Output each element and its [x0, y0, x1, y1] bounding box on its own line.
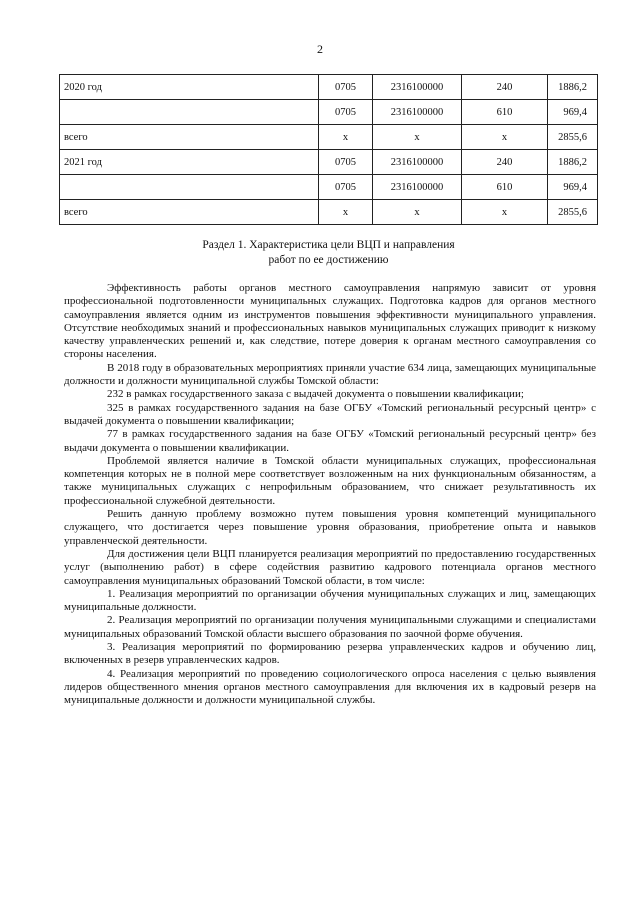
table-cell-target: х — [373, 125, 462, 150]
paragraph: 325 в рамках государственного задания на базе ОГБУ «Томский региональный ресурсный центр» с выдачей документа о повышении квалификации; — [64, 401, 596, 427]
table-cell-code: х — [319, 200, 373, 225]
table-cell-label: 2021 год — [60, 150, 319, 175]
table-cell-target: 2316100000 — [373, 100, 462, 125]
table-cell-amount: 2855,6 — [548, 200, 598, 225]
table-cell-code: х — [319, 125, 373, 150]
table-cell-amount: 969,4 — [548, 175, 598, 200]
table-cell-label — [60, 175, 319, 200]
table-cell-target: 2316100000 — [373, 75, 462, 100]
table-row — [60, 125, 598, 150]
table-cell-type: х — [462, 200, 548, 225]
paragraph: Решить данную проблему возможно путем повышения уровня компетенций муниципального служащего, что достигается через повышение уровня образования, приобретение опыта и навыков управленческой деятельности. — [64, 508, 596, 547]
paragraph: 3. Реализация мероприятий по формированию резерва управленческих кадров и обучению лиц, включенных в резерв управленческих кадров. — [64, 641, 596, 667]
table-row — [60, 200, 598, 225]
paragraph: 232 в рамках государственного заказа с выдачей документа о повышении квалификации; — [107, 388, 524, 401]
table-cell-target: х — [373, 200, 462, 225]
table-cell-amount: 1886,2 — [548, 75, 598, 100]
budget-table — [59, 74, 598, 225]
table-cell-label: всего — [60, 200, 319, 225]
table-cell-target: 2316100000 — [373, 175, 462, 200]
table-cell-label — [60, 100, 319, 125]
table-cell-target: 2316100000 — [373, 150, 462, 175]
table-cell-type: х — [462, 125, 548, 150]
table-row — [60, 75, 598, 100]
page-number: 2 — [317, 42, 323, 56]
section-title-line: Раздел 1. Характеристика цели ВЦП и направления — [202, 239, 455, 251]
table-cell-type: 240 — [462, 150, 548, 175]
table-cell-label: всего — [60, 125, 319, 150]
table-row — [60, 150, 598, 175]
section-title — [59, 238, 598, 268]
paragraph: 2. Реализация мероприятий по организации получения муниципальными служащими и специалистами муниципальных образований Томской области высшего образования по заочной форме обучения. — [64, 614, 596, 640]
table-row — [60, 100, 598, 125]
table-cell-code: 0705 — [319, 175, 373, 200]
table-cell-type: 610 — [462, 175, 548, 200]
table-cell-amount: 2855,6 — [548, 125, 598, 150]
paragraph: Эффективность работы органов местного самоуправления напрямую зависит от уровня профессиональной подготовленности муниципальных служащих. Подготовка кадров для органов местного самоуправления является одним из инструментов повышения эффективности муниципального управления. Отсутствие необходимых знаний и профессиональных навыков муниципальных служащих приводит к низкому качеству управленческих решений и, как следствие, потере доверия к органам местного самоуправления со стороны населения. — [64, 282, 596, 361]
table-cell-code: 0705 — [319, 150, 373, 175]
table-cell-type: 610 — [462, 100, 548, 125]
paragraph: 77 в рамках государственного задания на базе ОГБУ «Томский региональный ресурсный центр» без выдачи документа о повышении квалификации. — [64, 428, 596, 454]
body-text — [64, 282, 596, 708]
table-cell-amount: 969,4 — [548, 100, 598, 125]
table-row — [60, 175, 598, 200]
paragraph: 4. Реализация мероприятий по проведению социологического опроса населения с целью выявления лидеров общественного мнения органов местного самоуправления для включения их в кадровый резерв на муниципальные должности и должности муниципальной службы. — [64, 667, 596, 707]
table-cell-code: 0705 — [319, 75, 373, 100]
table-cell-amount: 1886,2 — [548, 150, 598, 175]
section-title-line: работ по ее достижению — [268, 254, 389, 266]
paragraph: Для достижения цели ВЦП планируется реализация мероприятий по предоставлению государственных услуг (выполнению работ) в сфере содействия развитию кадрового потенциала органов местного самоуправления муниципальных образований Томской области, в том числе: — [64, 547, 596, 587]
paragraph: Проблемой является наличие в Томской области муниципальных служащих, профессиональная компетенция которых не в полной мере соответствует возложенным на них функциональным обязанностям, а также муниципальных служащих с непрофильным образованием, что снижает результативность их профессиональной служебной деятельности. — [64, 454, 596, 507]
paragraph: 1. Реализация мероприятий по организации обучения муниципальных служащих и лиц, замещающих муниципальные должности. — [64, 587, 596, 614]
table-cell-code: 0705 — [319, 100, 373, 125]
table-cell-label: 2020 год — [60, 75, 319, 100]
paragraph: В 2018 году в образовательных мероприятиях приняли участие 634 лица, замещающих муниципальные должности и должности муниципальной службы Томской области: — [64, 361, 596, 388]
table-cell-type: 240 — [462, 75, 548, 100]
